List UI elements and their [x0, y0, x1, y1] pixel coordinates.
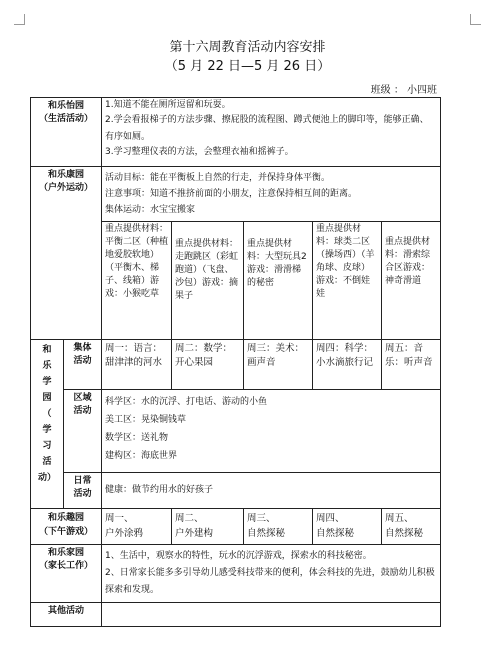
- family-line-1: 1、生活中，观察水的特性，玩水的沉浮游戏，探索水的科技秘密。: [105, 551, 372, 561]
- afternoon-header: [31, 509, 102, 545]
- group-activity-monday: 周一：语言：甜津津的河水: [102, 340, 172, 390]
- learning-header-char: 习: [42, 441, 52, 451]
- family-header-title: 和乐家园: [48, 548, 85, 558]
- area-art: 美工区：晃染铜钱草: [105, 415, 187, 425]
- life-line-2: 2.学会看报梯子的方法步骤、擦屁股的流程图、蹲式便池上的脚印等，能够正确、有序如厕。: [105, 115, 429, 142]
- afternoon-wednesday: [244, 509, 313, 545]
- outdoor-area-3: 重点提供材料：大型玩具2游戏：滑滑梯的秘密: [244, 222, 313, 340]
- group-activity-label-line: 活动: [73, 356, 92, 366]
- afternoon-friday: [382, 509, 441, 545]
- life-header-title: 和乐怡园: [48, 101, 85, 111]
- learning-header-char: 乐: [42, 361, 52, 371]
- family-content: [102, 545, 441, 603]
- afternoon-thursday: [313, 509, 382, 545]
- learning-header-char: 学: [42, 425, 52, 435]
- afternoon-day-label: 周二、: [175, 513, 204, 524]
- life-header: [31, 98, 102, 167]
- outdoor-area-1: 重点提供材料：平衡二区（种植地爱胶软地）（平衡木、梯子、线箱）游戏：小猴吃草: [102, 222, 172, 340]
- area-activity-label: [64, 390, 102, 473]
- outdoor-goal: 活动目标：能在平衡板上自然的行走，并保持身体平衡。: [105, 173, 331, 183]
- row-life: [31, 98, 441, 167]
- daily-activity-label-line: 日常: [73, 476, 92, 486]
- family-line-2: 2、日常家长能多多引导幼儿感受科技带来的便利，体会科技的先进，鼓励幼儿积极探索和发现。: [105, 568, 435, 595]
- area-activity-content: [102, 390, 441, 473]
- learning-header-char: 学: [42, 377, 52, 387]
- afternoon-header-title: 和乐趣园: [48, 513, 85, 523]
- area-activity-label-line: 活动: [73, 406, 92, 416]
- group-activity-label-line: 集体: [73, 343, 92, 353]
- family-header: [31, 545, 102, 603]
- row-other: [31, 603, 441, 627]
- group-activity-tuesday: 周二：数学：开心果园: [172, 340, 244, 390]
- afternoon-day-activity: 户外建构: [175, 528, 214, 539]
- row-learning-area: [31, 390, 441, 473]
- area-science: 科学区：水的沉浮、打电话、游动的小鱼: [105, 397, 268, 407]
- afternoon-day-activity: 自然探秘: [316, 528, 355, 539]
- group-activity-thursday: 周四：科学：小水滴旅行记: [313, 340, 382, 390]
- afternoon-day-activity: 户外涂鸦: [105, 528, 144, 539]
- afternoon-day-label: 周五、: [385, 513, 414, 524]
- daily-activity-content: 健康：做节约用水的好孩子: [102, 473, 441, 509]
- afternoon-header-subtitle: （下午游戏）: [39, 527, 94, 537]
- row-family: [31, 545, 441, 603]
- afternoon-day-label: 周一、: [105, 513, 134, 524]
- group-activity-friday: 周五：音乐：听声音: [382, 340, 441, 390]
- afternoon-day-activity: 自然探秘: [385, 528, 424, 539]
- outdoor-area-5: 重点提供材料：滑索综合区游戏：神奇滑道: [382, 222, 441, 340]
- afternoon-tuesday: [172, 509, 244, 545]
- afternoon-day-label: 周四、: [316, 513, 345, 524]
- learning-header-char: 动）: [37, 473, 56, 483]
- learning-header-char: （: [42, 409, 52, 419]
- afternoon-day-activity: 自然探秘: [247, 528, 286, 539]
- outdoor-goals: [102, 167, 441, 222]
- learning-header: [31, 340, 64, 509]
- afternoon-monday: [102, 509, 172, 545]
- life-line-1: 1.知道不能在厕所逗留和玩耍。: [105, 100, 231, 110]
- document-date-range: （5 月 22 日—5 月 26 日）: [164, 59, 331, 74]
- learning-header-char: 活: [42, 457, 52, 467]
- row-outdoor-goals: [31, 167, 441, 222]
- outdoor-caution: 注意事项：知道不推挤前面的小朋友，注意保持相互间的距离。: [105, 189, 358, 199]
- area-activity-label-line: 区域: [73, 393, 92, 403]
- outdoor-header: [31, 167, 102, 340]
- class-label: 班级 ： 小四班: [370, 85, 437, 96]
- group-activity-wednesday: 周三：美术：画声音: [244, 340, 313, 390]
- outdoor-header-title: 和乐康园: [48, 170, 85, 180]
- area-build: 建构区：海底世界: [105, 451, 178, 461]
- learning-header-char: 园: [42, 393, 52, 403]
- document-title: 第十六周教育活动内容安排: [169, 40, 326, 55]
- life-content: [102, 98, 441, 167]
- other-header: 其他活动: [31, 603, 102, 627]
- schedule-table: [30, 97, 441, 627]
- row-learning-daily: [31, 473, 441, 509]
- area-math: 数学区：送礼物: [105, 433, 169, 443]
- afternoon-day-label: 周三、: [247, 513, 276, 524]
- daily-activity-label-line: 活动: [73, 489, 92, 499]
- group-activity-label: [64, 340, 102, 390]
- life-line-3: 3.学习整理仪表的方法，会整理衣袖和摇裤子。: [105, 147, 294, 157]
- row-afternoon: [31, 509, 441, 545]
- family-header-subtitle: （家长工作）: [39, 561, 94, 571]
- outdoor-header-subtitle: （户外运动）: [39, 183, 94, 193]
- page-corner-mark-left: [14, 14, 25, 25]
- outdoor-area-2: 重点提供材料：走跑跳区（彩虹跑道）（飞盘、沙包）游戏：摘果子: [172, 222, 244, 340]
- page-corner-mark-right: [470, 14, 481, 25]
- outdoor-group-game: 集体运动：水宝宝搬家: [105, 205, 196, 215]
- daily-activity-label: [64, 473, 102, 509]
- other-content: [102, 603, 441, 627]
- row-learning-group: [31, 340, 441, 390]
- learning-header-char: 和: [42, 345, 52, 355]
- life-header-subtitle: （生活活动）: [39, 114, 94, 124]
- outdoor-area-4: 重点提供材料：球类二区（操场西）（羊角球、皮球）游戏：不倒娃娃: [313, 222, 382, 340]
